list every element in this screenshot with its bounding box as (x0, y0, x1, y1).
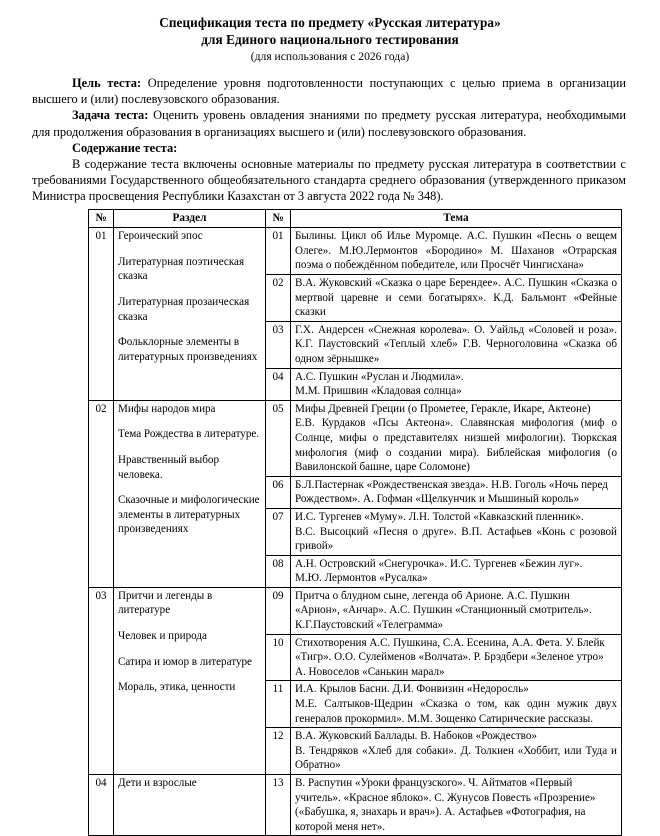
theme-text-line: В.С. Высоцкий «Песня о друге». В.П. Астафьев «Конь с розовой гривой» (295, 525, 617, 553)
page-subtitle: (для использования с 2026 года) (250, 50, 410, 63)
theme-text-cell (291, 508, 622, 555)
theme-text-cell (291, 555, 622, 587)
table-body (89, 228, 622, 836)
theme-text-line: М.Ю. Лермонтов «Русалка» (295, 572, 428, 585)
theme-text-line: Б.Л.Пастернак «Рождественская звезда». Н.В. Гоголь «Ночь перед Рождеством». А. Гофман «Щелкунчик и Мышиный король» (295, 478, 608, 506)
section-title-line: Притчи и легенды в литературе (118, 589, 213, 617)
intro-section (0, 65, 660, 205)
section-title-line: Литературная прозаическая сказка (118, 296, 250, 323)
theme-text-line: Мифы Древней Греции (о Прометее, Геракле, Икаре, Актеоне) (295, 402, 591, 415)
section-title-line: Сказочные и мифологические элементы в литературных произведениях (118, 494, 260, 536)
theme-number-cell: 01 (266, 228, 291, 275)
theme-number-cell: 12 (266, 728, 291, 775)
table-row (89, 228, 622, 275)
page-title-line-2: для Единого национального тестирования (201, 32, 459, 47)
header-theme: Тема (291, 209, 622, 228)
section-title-line: Мифы народов мира (118, 402, 216, 415)
page-title-line-1: Спецификация теста по предмету «Русская литература» (159, 15, 501, 30)
theme-text-cell (291, 681, 622, 728)
theme-text-cell (291, 368, 622, 400)
goal-label: Цель теста: (72, 76, 142, 90)
theme-text-line: В. Тендряков «Хлеб для собаки». Д. Толкиен «Хоббит, или Туда и Обратно» (295, 744, 617, 772)
goal-paragraph (32, 75, 626, 107)
content-paragraph: В содержание теста включены основные материалы по предмету русская литература в соответствии с требованиями Государственного общеобязательного стандарта среднего образования (утвержденного приказом Министра просвещения Республики Казахстан от 3 августа 2022 года № 348). (32, 157, 626, 204)
section-title-cell (114, 400, 266, 587)
theme-text-line: В.А. Жуковский Баллады. В. Набоков «Рождество» (295, 730, 537, 743)
section-title-cell (114, 587, 266, 774)
task-text: Оценить уровень овладения знаниями по предмету русская литература, необходимыми для продолжения образования в организациях высшего и (или) послевузовского образования. (32, 108, 626, 139)
task-paragraph (32, 107, 626, 139)
section-title-line: Человек и природа (118, 630, 207, 643)
theme-text-cell: В.А. Жуковский «Сказка о царе Берендее». А.С. Пушкин «Сказка о мертвой царевне и семи богатырях». К.Д. Бальмонт «Фейные сказки (291, 275, 622, 322)
table-row (89, 400, 622, 476)
spec-table-wrap (88, 205, 621, 836)
theme-text-line: Притча о блудном сыне, легенда об Арионе. А.С. Пушкин «Арион», «Анчар». А.С. Пушкин «Станционный смотритель». К.Г.Паустовский «Телеграмма» (295, 589, 592, 632)
section-title-cell (114, 775, 266, 836)
theme-text-line: М.Е. Салтыков-Щедрин «Сказка о том, как один мужик двух генералов прокормил». М.М. Зощенко Сатирические рассказы. (295, 698, 617, 725)
theme-number-cell: 04 (266, 368, 291, 400)
section-title-line: Мораль, этика, ценности (118, 681, 236, 694)
section-title-line: Фольклорные элементы в литературных произведениях (118, 336, 258, 363)
theme-number-cell: 10 (266, 634, 291, 681)
table-row (89, 587, 622, 634)
theme-number-cell: 13 (266, 775, 291, 836)
theme-number-cell: 06 (266, 476, 291, 508)
task-label: Задача теста: (72, 108, 149, 123)
content-label: Содержание теста: (72, 140, 178, 155)
theme-text-cell: Былины. Цикл об Илье Муромце. А.С. Пушкин «Песнь о вещем Олеге». М.Ю.Лермонтов «Бородино» М. Шаханов «Отрарская поэма о побеждённом победителе, или Просчёт Чингисхана» (291, 228, 622, 275)
theme-number-cell: 07 (266, 508, 291, 555)
header-num-section: № (89, 209, 114, 228)
theme-text-cell (291, 400, 622, 476)
theme-text-line: М.М. Пришвин «Кладовая солнца» (295, 385, 462, 398)
section-number-cell: 01 (89, 228, 114, 401)
theme-text-line: И.А. Крылов Басни. Д.И. Фонвизин «Недоросль» (295, 683, 529, 696)
section-title-line: Героический эпос (118, 230, 203, 243)
section-title-line: Дети и взрослые (118, 777, 197, 789)
table-header-row (89, 209, 622, 228)
section-number-cell: 04 (89, 775, 114, 836)
section-number-cell: 02 (89, 400, 114, 587)
spec-table (88, 209, 622, 836)
theme-number-cell: 03 (266, 321, 291, 368)
section-title-line: Нравственный выбор человека. (118, 453, 219, 481)
table-row (89, 775, 622, 836)
header-section: Раздел (114, 209, 266, 228)
section-title-line: Тема Рождества в литературе. (118, 428, 260, 441)
theme-text-cell (291, 775, 622, 836)
section-number-cell: 03 (89, 587, 114, 774)
theme-text-line: Стихотворения А.С. Пушкина, С.А. Есенина, А.А. Фета. У. Блейк «Тигр». О.О. Сулейменов «Волчата». Р. Брэдбери «Зеленое утро» А. Новоселов «Санькин марал» (295, 636, 605, 678)
theme-text-line: А.С. Пушкин «Руслан и Людмила». (295, 370, 464, 383)
content-heading-paragraph (32, 140, 626, 156)
theme-text-line: А.Н. Островский «Снегурочка». И.С. Тургенев «Бежин луг». (295, 557, 583, 570)
theme-number-cell: 02 (266, 275, 291, 322)
theme-number-cell: 08 (266, 555, 291, 587)
section-title-line: Литературная поэтическая сказка (118, 255, 245, 283)
theme-text-cell (291, 634, 622, 681)
theme-text-cell (291, 728, 622, 775)
theme-number-cell: 09 (266, 587, 291, 634)
theme-text-line: Е.В. Курдаков «Псы Актеона». Славянская мифология (миф о Солнце, мифы о представителях низшей мифологии). Тюркская мифология (миф о создании мира). Библейская мифология (о Вавилонской башне, царе Соломоне) (295, 417, 617, 474)
theme-number-cell: 11 (266, 681, 291, 728)
theme-text-line: В. Распутин «Уроки французского». Ч. Айтматов «Первый учитель». «Красное яблоко». С. Жунусов Повесть «Прозрение» («Бабушка, я, знахарь и врач»). А. Астафьев «Фотография, на которой меня нет». (295, 777, 596, 833)
theme-number-cell: 05 (266, 400, 291, 476)
theme-text-cell (291, 476, 622, 508)
header-num-theme: № (266, 209, 291, 228)
section-title-cell (114, 228, 266, 401)
theme-text-cell (291, 587, 622, 634)
document-header (0, 0, 660, 65)
goal-text: Определение уровня подготовленности поступающих с целью приема в организации высшего и (или) послевузовского образования. (32, 76, 626, 107)
theme-text-line: И.С. Тургенев «Муму». Л.Н. Толстой «Кавказский пленник». (295, 510, 584, 523)
theme-text-cell: Г.Х. Андерсен «Снежная королева». О. Уайльд «Соловей и роза». К.Г. Паустовский «Теплый хлеб» Г.В. Черноголовина «Сказка об одном зёрнышке» (291, 321, 622, 368)
section-title-line: Сатира и юмор в литературе (118, 655, 252, 668)
